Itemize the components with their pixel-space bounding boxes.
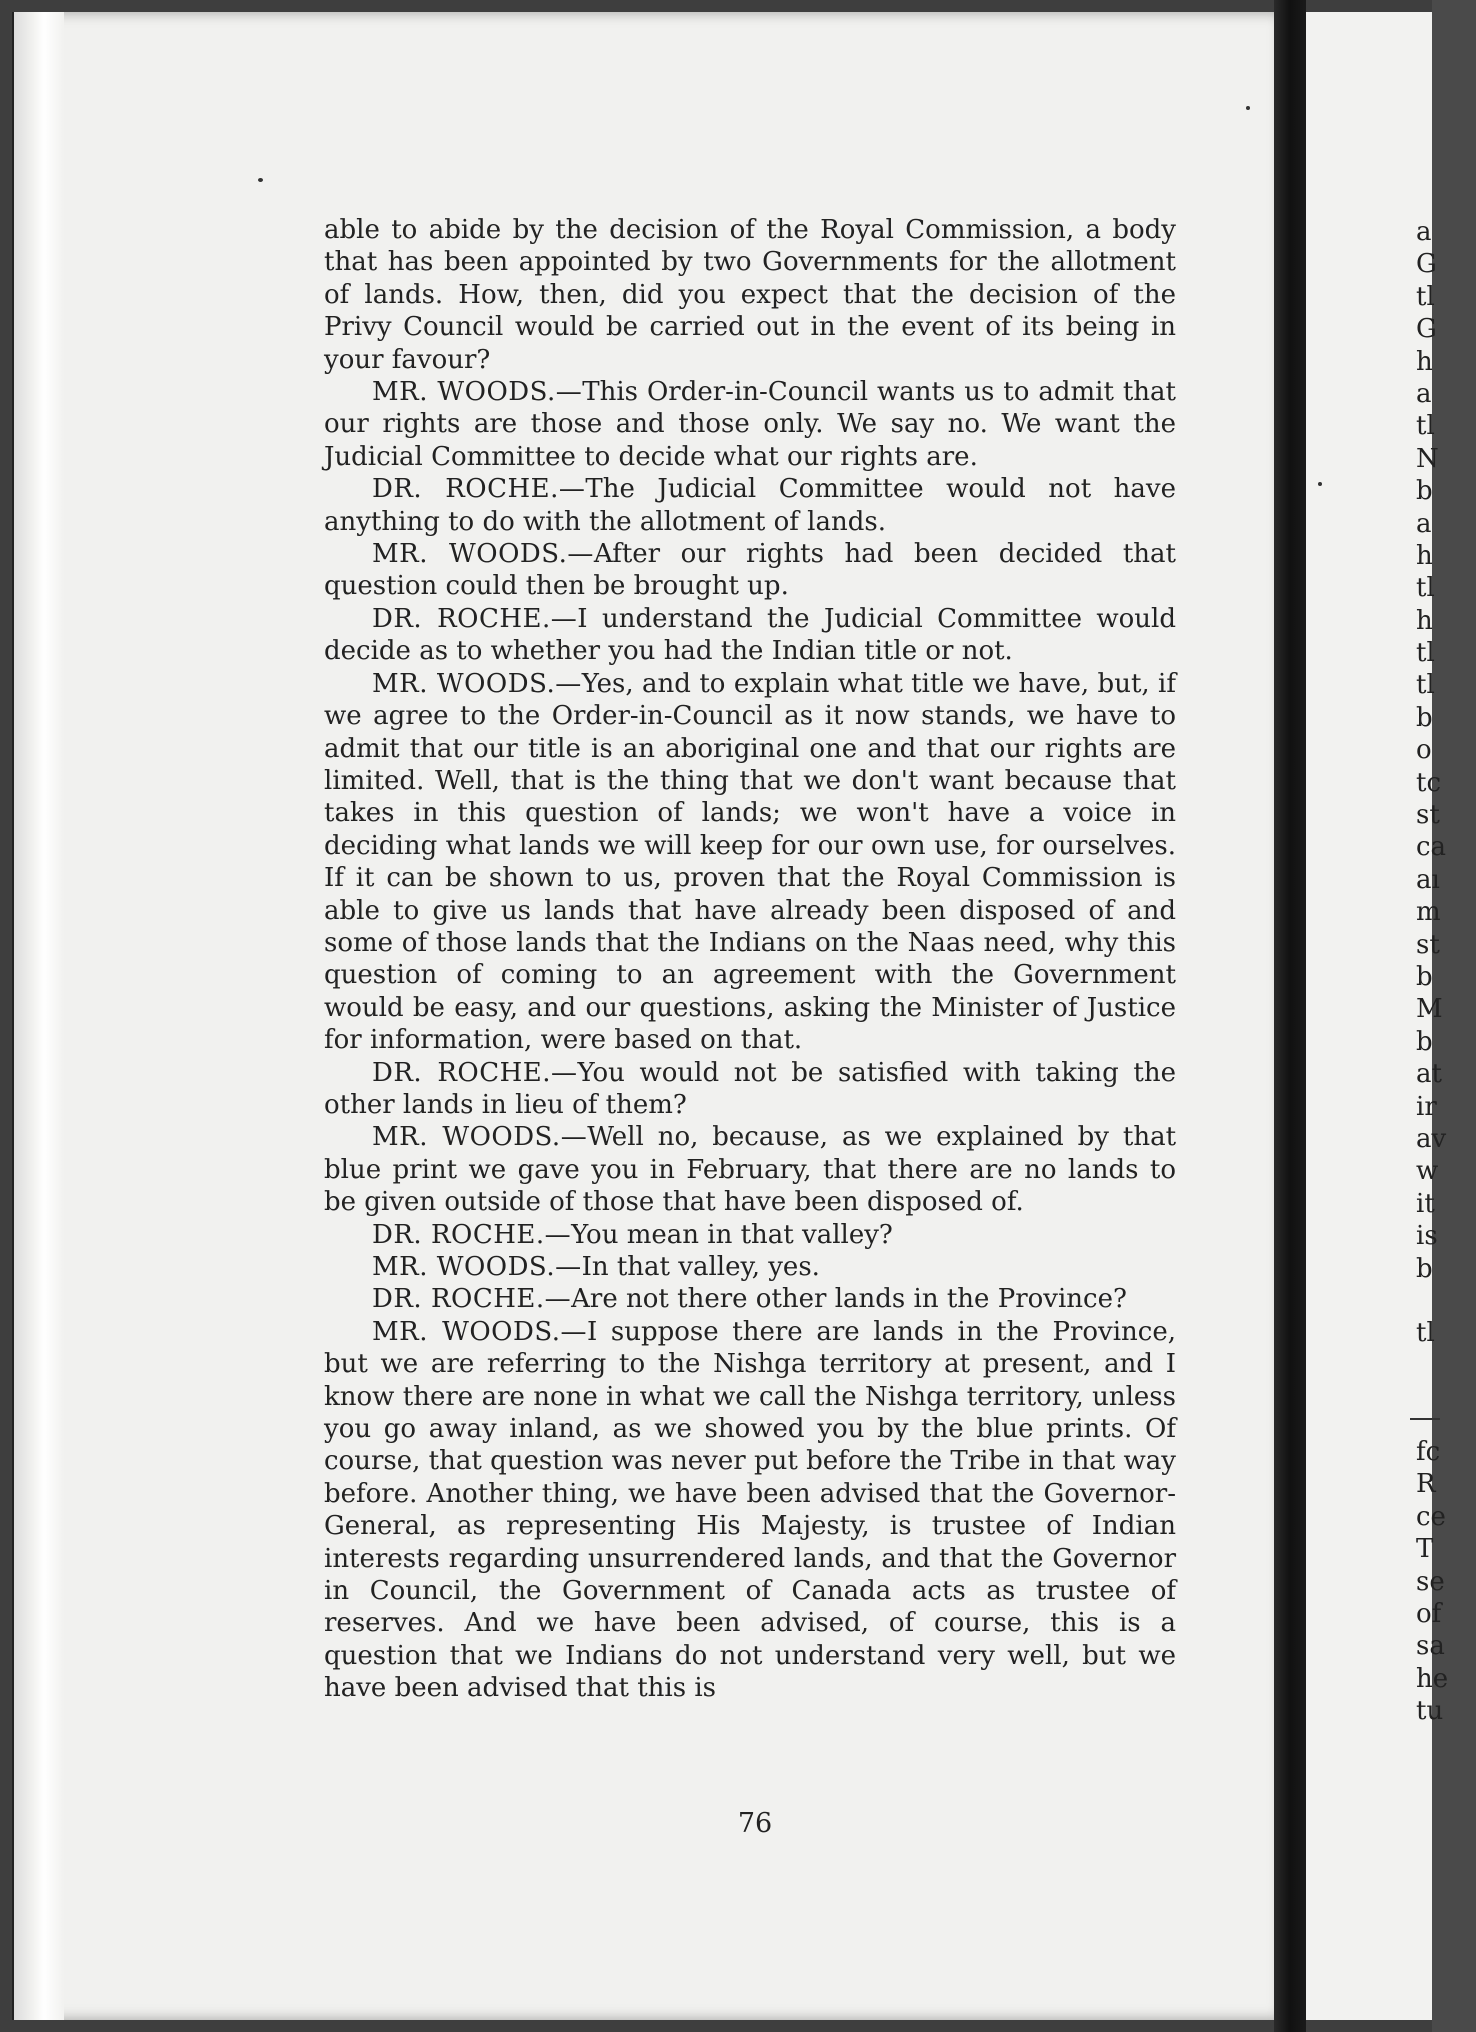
facing-page-line: tl [1416, 281, 1435, 312]
facing-page-line: aı [1416, 864, 1440, 895]
paragraph-text: You mean in that valley? [571, 1219, 893, 1250]
facing-page-line: h [1416, 346, 1433, 377]
paragraph [324, 1283, 1176, 1315]
paragraph [324, 214, 1176, 376]
paragraph [324, 1251, 1176, 1283]
paragraph [324, 1316, 1176, 1705]
page-edge [12, 12, 64, 2020]
facing-page-text-upper [1416, 216, 1476, 1350]
speaker-label: MR. WOODS.— [372, 1122, 588, 1153]
facing-page-line: tc [1416, 767, 1442, 798]
facing-page-line: of [1416, 1598, 1442, 1629]
facing-page-line: tl [1416, 573, 1435, 604]
facing-page-line: at [1416, 1059, 1442, 1090]
paragraph-text: I suppose there are lands in the Province, but we are referring to the Nishga territory at present, and I know there are none in what we call the Nishga territory, unless you go away inland, as we showed you by the blue prints. Of course, that question was never put before the Tribe in that way before. Another thing, we have been advised that the Governor-General, as representing His Majesty, is trustee of Indian interests regarding unsurrendered lands, and that the Governor in Council, the Government of Canada acts as trustee of reserves. And we have been advised, of course, this is a question that we Indians do not understand very well, but we have been advised that this is [324, 1316, 1176, 1704]
facing-page-line: G [1416, 314, 1437, 345]
facing-page-line: N [1416, 443, 1439, 474]
facing-page-line: tl [1416, 411, 1435, 442]
paragraph-text: You would not be satisfied with taking the other lands in lieu of them? [324, 1057, 1176, 1120]
speaker-label: MR. WOODS.— [372, 539, 594, 570]
facing-page-line: is [1416, 1221, 1438, 1252]
speaker-label: DR. ROCHE.— [372, 1219, 572, 1250]
paragraph [324, 603, 1176, 668]
speaker-label: DR. ROCHE.— [372, 474, 586, 505]
facing-page-line: h [1416, 540, 1433, 571]
facing-page-line: o [1416, 735, 1432, 766]
facing-page-line: w [1416, 1156, 1439, 1187]
facing-page-line: h [1416, 605, 1433, 636]
paragraph-text: able to abide by the decision of the Royal Commission, a body that has been appointed by two Governments for the allotment of lands. How, then, did you expect that the decision of the Privy Council would be carried out in the event of its being in your favour? [324, 215, 1176, 375]
facing-page-line: a [1416, 217, 1432, 247]
facing-page-line: m [1416, 897, 1441, 928]
facing-page-line: ce [1416, 1501, 1446, 1532]
facing-page-line: tl [1416, 1318, 1435, 1349]
facing-page-line: a [1416, 508, 1432, 539]
facing-page-line: T [1416, 1534, 1434, 1565]
body-text [324, 214, 1176, 1705]
facing-page-line: b [1416, 702, 1433, 733]
facing-page-line: b [1416, 961, 1433, 992]
facing-page-line: G [1416, 249, 1437, 280]
paragraph [324, 376, 1176, 473]
paragraph-text: Well no, because, as we explained by that blue print we gave you in February, that there are no lands to be given outside of those that have been disposed of. [324, 1122, 1177, 1218]
facing-page-line: st [1416, 800, 1440, 831]
facing-page-rule [1410, 1418, 1440, 1420]
facing-page-line: st [1416, 929, 1440, 960]
speaker-label: MR. WOODS.— [372, 668, 582, 699]
scan-speck [1318, 482, 1322, 486]
speaker-label: MR. WOODS.— [372, 1316, 587, 1347]
facing-page-line: a [1416, 378, 1432, 409]
paragraph [324, 1121, 1176, 1218]
speaker-label: MR. WOODS.— [372, 1252, 582, 1282]
facing-page-line: fc [1416, 1437, 1441, 1467]
paragraph-text: This Order-in-Council wants us to admit that our rights are those and those only. We say no. We want the Judicial Committee to decide what our rights are. [324, 377, 1177, 472]
scan-speck [1246, 106, 1250, 110]
paragraph [324, 1219, 1176, 1251]
facing-page-line: av [1416, 1123, 1447, 1154]
paragraph-text: Are not there other lands in the Province? [571, 1284, 1127, 1315]
speaker-label: DR. ROCHE.— [372, 1057, 578, 1088]
speaker-label: MR. WOODS.— [372, 377, 583, 408]
paragraph [324, 473, 1176, 538]
book-gutter [1274, 0, 1306, 2032]
paragraph [324, 538, 1176, 603]
speaker-label: DR. ROCHE.— [372, 603, 578, 634]
facing-page-line: b [1416, 1253, 1433, 1284]
facing-page-line: he [1416, 1663, 1449, 1694]
facing-page-line: b [1416, 1026, 1433, 1057]
facing-page-line: se [1416, 1566, 1445, 1597]
facing-page-line: b [1416, 476, 1433, 507]
facing-page [1306, 12, 1432, 2020]
facing-page-line: ca [1416, 832, 1447, 863]
facing-page-line: M [1416, 994, 1443, 1025]
paragraph-text: In that valley, yes. [581, 1252, 820, 1282]
page-number: 76 [737, 1808, 773, 1839]
paragraph-text: The Judicial Committee would not have anything to do with the allotment of lands. [324, 474, 1176, 537]
scan-speck [258, 178, 263, 182]
facing-page-line: sa [1416, 1631, 1445, 1662]
facing-page-line: ir [1416, 1091, 1437, 1122]
facing-page-line: it [1416, 1188, 1435, 1219]
paragraph-text: Yes, and to explain what title we have, but, if we agree to the Order-in-Council as it now stands, we have to admit that our title is an aboriginal one and that our rights are limited. Well, that is the thing that we don't want because that takes in this question of lands; we won't have a voice in deciding what lands we will keep for our own use, for ourselves. If it can be shown to us, proven that the Royal Commission is able to give us lands that have already been disposed of and some of those lands that the Indians on the Naas need, why this question of coming to an agreement with the Government would be easy, and our questions, asking the Minister of Justice for information, were based on that. [324, 668, 1177, 1056]
facing-page-line [1416, 1285, 1476, 1317]
facing-page-line: tl [1416, 638, 1435, 669]
paragraph [324, 668, 1176, 1057]
facing-page-line: R [1416, 1469, 1436, 1500]
facing-page-text-lower [1416, 1436, 1476, 1728]
paragraph-text: I understand the Judicial Committee would decide as to whether you had the Indian title or not. [324, 603, 1177, 667]
facing-page-line: tl [1416, 670, 1435, 701]
speaker-label: DR. ROCHE.— [372, 1284, 572, 1315]
paragraph [324, 1057, 1176, 1122]
paragraph-text: After our rights had been decided that question could then be brought up. [324, 539, 1177, 602]
facing-page-line: tu [1416, 1696, 1444, 1727]
